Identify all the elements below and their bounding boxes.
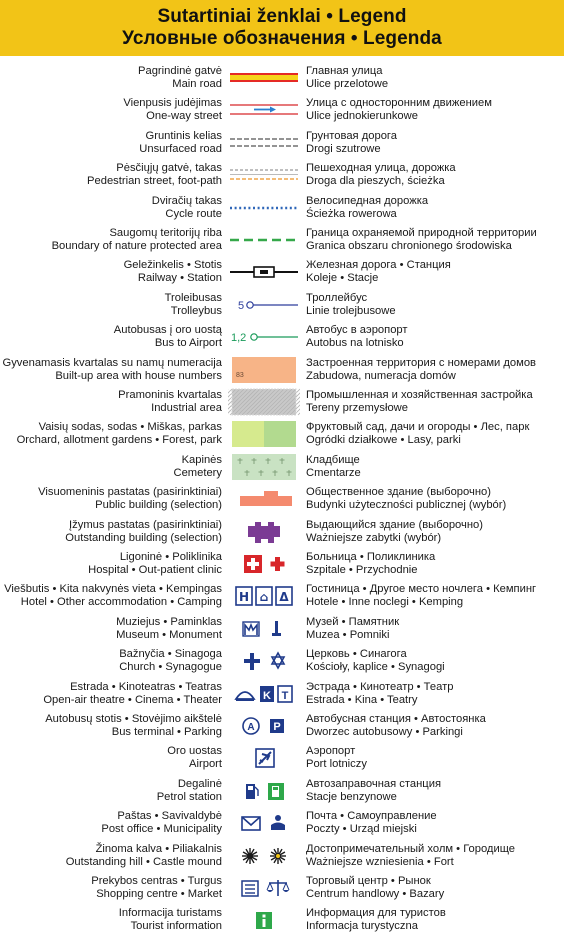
label-russian: Музей • Памятник <box>306 615 400 628</box>
label-polish: Granica obszaru chronionego środowiska <box>306 240 512 252</box>
label-english: Petrol station <box>156 790 222 803</box>
label-russian: Достопримечательный холм • Городище <box>306 842 515 855</box>
legend-label-local <box>0 389 222 415</box>
legend-row <box>0 127 564 159</box>
label-polish: Ogródki działkowe • Lasy, parki <box>306 434 461 447</box>
legend-label-local <box>0 745 222 771</box>
legend-row <box>0 483 564 515</box>
legend-label-foreign <box>306 875 564 901</box>
one-way-arrow-icon <box>228 95 300 125</box>
legend-label-foreign <box>306 810 564 836</box>
legend-label-foreign <box>306 259 564 285</box>
legend-row <box>0 678 564 710</box>
label-lithuanian: Geležinkelis • Stotis <box>123 259 222 272</box>
label-russian: Грунтовая дорога <box>306 129 397 142</box>
label-lithuanian: Paštas • Savivaldybė <box>117 810 222 823</box>
label-lithuanian: Žinoma kalva • Piliakalnis <box>95 842 222 855</box>
label-polish: Informacja turystyczna <box>306 920 418 933</box>
legend-label-foreign <box>306 648 564 674</box>
label-english: Main road <box>172 78 222 90</box>
legend-row <box>0 224 564 256</box>
legend-label-local <box>0 648 222 674</box>
public-building-icon <box>228 484 300 514</box>
bus-parking-icon <box>228 711 300 741</box>
label-english: Shopping centre • Market <box>96 888 222 900</box>
legend-row <box>0 840 564 872</box>
tourist-info-icon <box>228 905 300 935</box>
label-russian: Автобусная станция • Автостоянка <box>306 713 486 725</box>
svg-text:⌂: ⌂ <box>259 590 269 605</box>
main-road-icon <box>228 63 300 93</box>
legend-row <box>0 354 564 386</box>
label-english: Cemetery <box>173 466 222 479</box>
label-lithuanian: Degalinė <box>177 777 222 790</box>
label-russian: Почта • Самоуправление <box>306 810 437 823</box>
label-english: Church • Synagogue <box>119 661 222 674</box>
svg-text:T: T <box>281 689 289 702</box>
label-english: Tourist information <box>130 920 222 933</box>
label-polish: Hotele • Inne noclegi • Kemping <box>306 596 464 609</box>
label-english: Hospital • Out-patient clinic <box>88 564 222 576</box>
legend-row <box>0 289 564 321</box>
airport-icon <box>228 743 300 773</box>
label-russian: Железная дорога • Станция <box>306 259 451 272</box>
svg-text:H: H <box>238 590 250 605</box>
label-english: Industrial area <box>151 402 222 414</box>
legend-label-local <box>0 907 222 933</box>
legend-row <box>0 872 564 904</box>
label-polish: Estrada • Kina • Teatry <box>306 693 418 706</box>
legend-label-local <box>0 486 222 512</box>
legend-label-local <box>0 875 222 901</box>
unsurfaced-road-icon <box>228 128 300 158</box>
legend-label-local <box>0 778 222 804</box>
label-russian: Больница • Поликлиника <box>306 551 436 563</box>
church-synagogue-icon <box>228 646 300 676</box>
footpath-icon <box>228 160 300 190</box>
label-polish: Szpitale • Przychodnie <box>306 564 418 576</box>
legend-label-local <box>0 227 222 253</box>
legend-label-local <box>0 713 222 739</box>
legend-row <box>0 904 564 936</box>
legend-label-foreign <box>306 454 564 480</box>
legend-label-local <box>0 259 222 285</box>
legend-label-foreign <box>306 551 564 577</box>
hill-castle-mound-icon <box>228 841 300 871</box>
label-english: Bus to Airport <box>154 337 222 350</box>
legend-row <box>0 742 564 774</box>
legend-label-foreign <box>306 195 564 221</box>
legend-label-local <box>0 357 222 383</box>
label-lithuanian: Kapinės <box>181 453 222 466</box>
label-lithuanian: Įžymus pastatas (pasirinktiniai) <box>69 518 222 531</box>
legend-row <box>0 256 564 288</box>
legend-label-local <box>0 421 222 447</box>
label-polish: Muzea • Pomniki <box>306 628 390 641</box>
label-english: Open-air theatre • Cinema • Theater <box>43 693 222 706</box>
legend-label-foreign <box>306 292 564 318</box>
legend-label-local <box>0 519 222 545</box>
label-polish: Ważniejsze wzniesienia • Fort <box>306 855 454 868</box>
legend-label-foreign <box>306 745 564 771</box>
legend-header <box>0 0 564 56</box>
legend-label-foreign <box>306 97 564 123</box>
label-lithuanian: Estrada • Kinoteatras • Teatras <box>70 680 222 693</box>
label-english: Boundary of nature protected area <box>51 240 222 252</box>
industrial-area-icon <box>228 387 300 417</box>
label-lithuanian: Muziejus • Paminklas <box>116 615 222 628</box>
label-lithuanian: Autobusas į oro uostą <box>113 324 222 337</box>
label-lithuanian: Troleibusas <box>164 291 222 304</box>
svg-text:83: 83 <box>236 371 244 379</box>
label-english: Outstanding building (selection) <box>65 531 222 544</box>
label-russian: Пешеходная улица, дорожка <box>306 162 456 175</box>
label-lithuanian: Pagrindinė gatvė <box>138 65 222 77</box>
label-russian: Автобус в аэропорт <box>306 324 408 337</box>
legend-label-local <box>0 324 222 350</box>
label-russian: Эстрада • Кинотеатр • Театр <box>306 680 454 693</box>
legend-title-line1: Sutartiniai ženklai • Legend <box>157 6 407 27</box>
legend-label-foreign <box>306 778 564 804</box>
label-polish: Koleje • Stacje <box>306 272 379 285</box>
legend-row <box>0 418 564 450</box>
legend-label-foreign <box>306 907 564 933</box>
label-polish: Autobus na lotnisko <box>306 337 404 350</box>
legend-label-foreign <box>306 583 564 609</box>
label-english: Outstanding hill • Castle mound <box>65 855 222 868</box>
legend-row <box>0 192 564 224</box>
label-polish: Drogi szutrowe <box>306 142 381 155</box>
label-lithuanian: Pėsčiųjų gatvė, takas <box>116 162 222 175</box>
label-polish: Ważniejsze zabytki (wybór) <box>306 531 442 544</box>
label-english: Unsurfaced road <box>139 142 222 155</box>
legend-label-local <box>0 65 222 91</box>
label-polish: Stacje benzynowe <box>306 790 397 803</box>
legend-row <box>0 710 564 742</box>
trolleybus-icon <box>228 290 300 320</box>
svg-text:1,2: 1,2 <box>231 332 247 345</box>
legend-row <box>0 321 564 353</box>
label-english: Hotel • Other accommodation • Camping <box>20 596 222 609</box>
label-lithuanian: Dviračių takas <box>151 194 222 207</box>
label-lithuanian: Pramoninis kvartalas <box>118 389 222 401</box>
hospital-clinic-icon <box>228 549 300 579</box>
cycle-route-icon <box>228 193 300 223</box>
airport-bus-icon <box>228 322 300 352</box>
museum-monument-icon <box>228 614 300 644</box>
label-english: Post office • Municipality <box>101 823 222 836</box>
label-lithuanian: Gruntinis kelias <box>145 129 222 142</box>
label-lithuanian: Ligoninė • Poliklinika <box>119 551 222 563</box>
legend-label-foreign <box>306 519 564 545</box>
label-english: Airport <box>189 758 222 771</box>
legend-row <box>0 548 564 580</box>
legend-label-foreign <box>306 389 564 415</box>
label-russian: Промышленная и хозяйственная застройка <box>306 389 533 401</box>
label-lithuanian: Visuomeninis pastatas (pasirinktiniai) <box>38 486 222 499</box>
hotel-camping-icon <box>228 581 300 611</box>
legend-row <box>0 645 564 677</box>
protected-boundary-icon <box>228 225 300 255</box>
label-russian: Торговый центр • Рынок <box>306 875 431 887</box>
svg-text:A: A <box>247 722 255 733</box>
legend-label-foreign <box>306 324 564 350</box>
label-lithuanian: Gyvenamasis kvartalas su namų numeracija <box>2 356 222 369</box>
svg-text:Δ: Δ <box>279 590 289 605</box>
label-lithuanian: Prekybos centras • Turgus <box>91 875 222 887</box>
legend-label-local <box>0 810 222 836</box>
legend-label-foreign <box>306 486 564 512</box>
label-polish: Kościoły, kaplice • Synagogi <box>306 661 445 674</box>
legend-row <box>0 451 564 483</box>
legend-label-local <box>0 551 222 577</box>
legend-row <box>0 62 564 94</box>
legend-label-foreign <box>306 357 564 383</box>
label-russian: Автозаправочная станция <box>306 777 442 790</box>
label-polish: Droga dla pieszych, ścieżka <box>306 175 445 188</box>
label-russian: Выдающийся здание (выборочно) <box>306 518 483 531</box>
cemetery-icon <box>228 452 300 482</box>
label-russian: Улица с односторонним движением <box>306 97 492 110</box>
label-english: Built-up area with house numbers <box>55 369 222 382</box>
label-polish: Port lotniczy <box>306 758 367 771</box>
label-russian: Застроенная территория с номерами домов <box>306 356 536 369</box>
label-english: One-way street <box>146 110 222 123</box>
label-english: Cycle route <box>165 207 222 220</box>
label-polish: Zabudowa, numeracja domów <box>306 369 456 382</box>
label-lithuanian: Vienpusis judėjimas <box>123 97 222 110</box>
theatre-cinema-icon <box>228 679 300 709</box>
legend-label-local <box>0 97 222 123</box>
legend-row <box>0 613 564 645</box>
svg-text:K: K <box>263 689 271 702</box>
orchard-forest-icon <box>228 419 300 449</box>
label-polish: Budynki użyteczności publicznej (wybór) <box>306 499 507 512</box>
legend-label-foreign <box>306 843 564 869</box>
legend-row <box>0 386 564 418</box>
legend-row <box>0 94 564 126</box>
label-lithuanian: Informacija turistams <box>118 907 222 920</box>
label-english: Railway • Station <box>137 272 222 285</box>
legend-row <box>0 159 564 191</box>
label-english: Bus terminal • Parking <box>111 726 222 738</box>
label-russian: Аэропорт <box>306 745 356 758</box>
label-russian: Кладбище <box>306 453 360 466</box>
legend-row <box>0 807 564 839</box>
post-municipality-icon <box>228 808 300 838</box>
legend-label-foreign <box>306 713 564 739</box>
label-lithuanian: Autobusų stotis • Stovėjimo aikštelė <box>45 713 222 725</box>
legend-label-foreign <box>306 130 564 156</box>
label-russian: Главная улица <box>306 65 383 77</box>
legend-label-foreign <box>306 681 564 707</box>
label-russian: Фруктовый сад, дачи и огороды • Лес, парк <box>306 421 530 434</box>
legend-label-local <box>0 130 222 156</box>
legend-label-foreign <box>306 616 564 642</box>
svg-text:P: P <box>273 721 281 733</box>
legend-label-local <box>0 292 222 318</box>
label-english: Orchard, allotment gardens • Forest, park <box>16 434 222 447</box>
label-russian: Граница охраняемой природной территории <box>306 227 537 239</box>
label-russian: Гостиница • Другое место ночлега • Кемпинг <box>306 583 537 596</box>
railway-station-icon <box>228 257 300 287</box>
legend-row <box>0 580 564 612</box>
label-english: Pedestrian street, foot-path <box>87 175 222 188</box>
label-polish: Tereny przemysłowe <box>306 402 408 414</box>
legend-label-local <box>0 162 222 188</box>
label-russian: Информация для туристов <box>306 907 446 920</box>
label-lithuanian: Viešbutis • Kita nakvynės vieta • Kempingas <box>4 583 222 596</box>
legend-title-line2: Условные обозначения • Legenda <box>122 28 442 49</box>
legend-label-foreign <box>306 421 564 447</box>
legend-label-local <box>0 454 222 480</box>
legend-row <box>0 516 564 548</box>
label-english: Museum • Monument <box>116 628 222 641</box>
label-polish: Poczty • Urząd miejski <box>306 823 417 836</box>
label-polish: Ulice przelotowe <box>306 78 389 90</box>
shopping-market-icon <box>228 873 300 903</box>
label-lithuanian: Saugomų teritorijų riba <box>109 227 222 239</box>
petrol-station-icon <box>228 776 300 806</box>
label-russian: Церковь • Синагога <box>306 648 407 661</box>
legend-label-local <box>0 583 222 609</box>
outstanding-building-icon <box>228 517 300 547</box>
label-polish: Linie trolejbusowe <box>306 304 396 317</box>
label-russian: Общественное здание (выборочно) <box>306 486 491 499</box>
label-polish: Centrum handlowy • Bazary <box>306 888 445 900</box>
label-lithuanian: Oro uostas <box>167 745 222 758</box>
legend-label-local <box>0 681 222 707</box>
legend-label-foreign <box>306 227 564 253</box>
legend-label-local <box>0 195 222 221</box>
svg-text:5: 5 <box>238 299 245 312</box>
label-lithuanian: Vaisių sodas, sodas • Miškas, parkas <box>38 421 222 434</box>
label-polish: Cmentarze <box>306 466 361 479</box>
label-polish: Dworzec autobusowy • Parkingi <box>306 726 463 738</box>
built-up-area-icon <box>228 355 300 385</box>
label-russian: Троллейбус <box>306 291 368 304</box>
legend-label-foreign <box>306 65 564 91</box>
legend-row <box>0 775 564 807</box>
label-lithuanian: Bažnyčia • Sinagoga <box>119 648 222 661</box>
label-russian: Велосипедная дорожка <box>306 194 429 207</box>
label-polish: Ulice jednokierunkowe <box>306 110 418 123</box>
legend-label-foreign <box>306 162 564 188</box>
legend-label-local <box>0 616 222 642</box>
label-polish: Ścieżka rowerowa <box>306 207 397 220</box>
label-english: Trolleybus <box>170 304 222 317</box>
label-english: Public building (selection) <box>95 499 222 512</box>
legend-label-local <box>0 843 222 869</box>
